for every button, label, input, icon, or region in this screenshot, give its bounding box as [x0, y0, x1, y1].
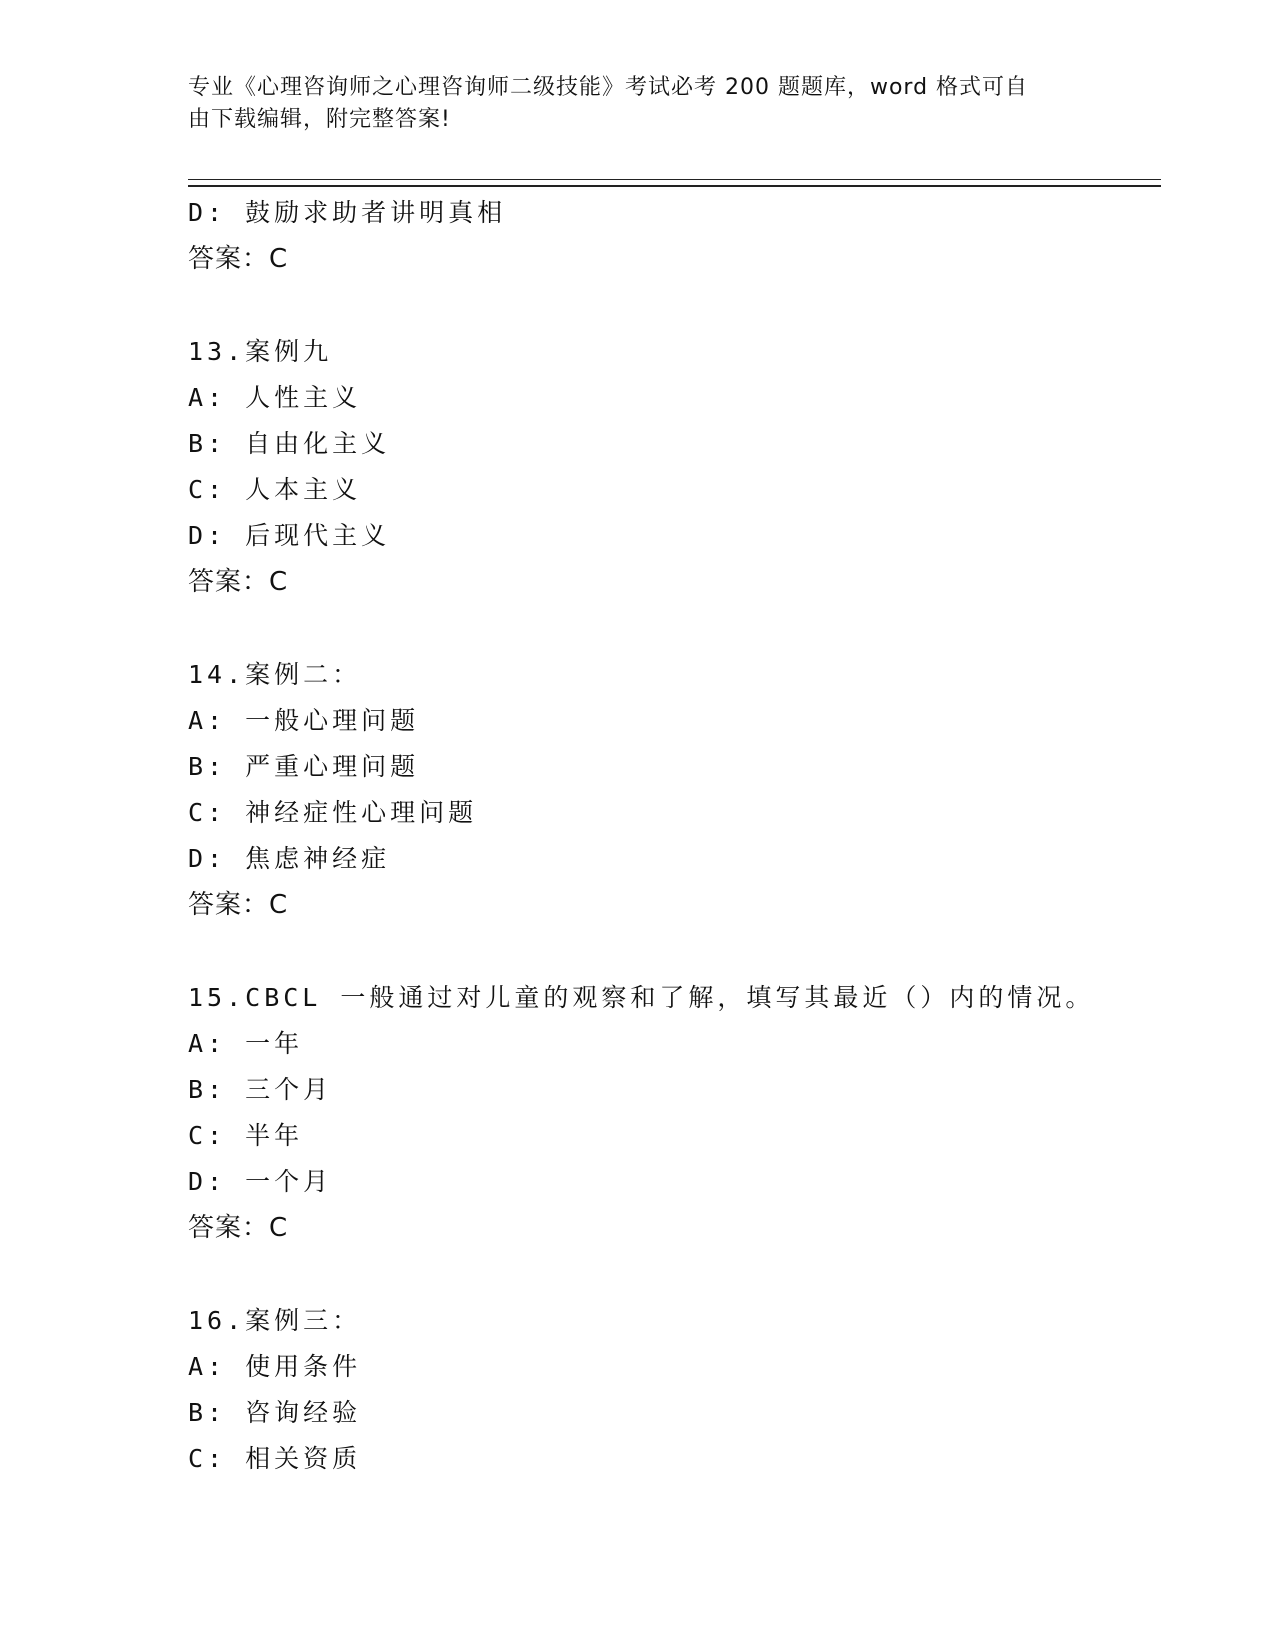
question-title: 13.案例九: [188, 337, 333, 366]
answer-line: 答案：C: [188, 567, 289, 597]
question-13: [188, 329, 1161, 605]
option-b: B: 自由化主义: [188, 429, 391, 458]
option-d: D: 鼓励求助者讲明真相: [188, 198, 507, 227]
option-d: D: 后现代主义: [188, 521, 391, 550]
header-line-1: 专业《心理咨询师之心理咨询师二级技能》考试必考 200 题题库，word 格式可自: [188, 75, 1029, 100]
option-c: C: 相关资质: [188, 1444, 362, 1473]
option-b: B: 三个月: [188, 1075, 333, 1104]
question-16: [188, 1298, 1161, 1482]
question-title: 15.CBCL 一般通过对儿童的观察和了解，填写其最近（）内的情况。: [188, 983, 1095, 1012]
question-14: [188, 652, 1161, 928]
option-b: B: 咨询经验: [188, 1398, 362, 1427]
option-d: D: 焦虑神经症: [188, 844, 391, 873]
answer-line: 答案：C: [188, 1213, 289, 1243]
document-header: [188, 72, 1068, 136]
answer-line: 答案：C: [188, 890, 289, 920]
option-a: A: 一般心理问题: [188, 706, 420, 735]
option-b: B: 严重心理问题: [188, 752, 420, 781]
option-a: A: 人性主义: [188, 383, 362, 412]
option-c: C: 神经症性心理问题: [188, 798, 478, 827]
option-c: C: 半年: [188, 1121, 304, 1150]
question-title: 16.案例三：: [188, 1306, 362, 1335]
option-a: A: 一年: [188, 1029, 304, 1058]
question-partial: [188, 190, 1161, 282]
question-15: [188, 975, 1161, 1251]
option-a: A: 使用条件: [188, 1352, 362, 1381]
header-line-2: 由下载编辑，附完整答案!: [188, 107, 451, 132]
question-title: 14.案例二：: [188, 660, 362, 689]
answer-line: 答案：C: [188, 244, 289, 274]
question-list: [188, 190, 1161, 1482]
header-divider: [188, 179, 1161, 187]
option-d: D: 一个月: [188, 1167, 333, 1196]
option-c: C: 人本主义: [188, 475, 362, 504]
